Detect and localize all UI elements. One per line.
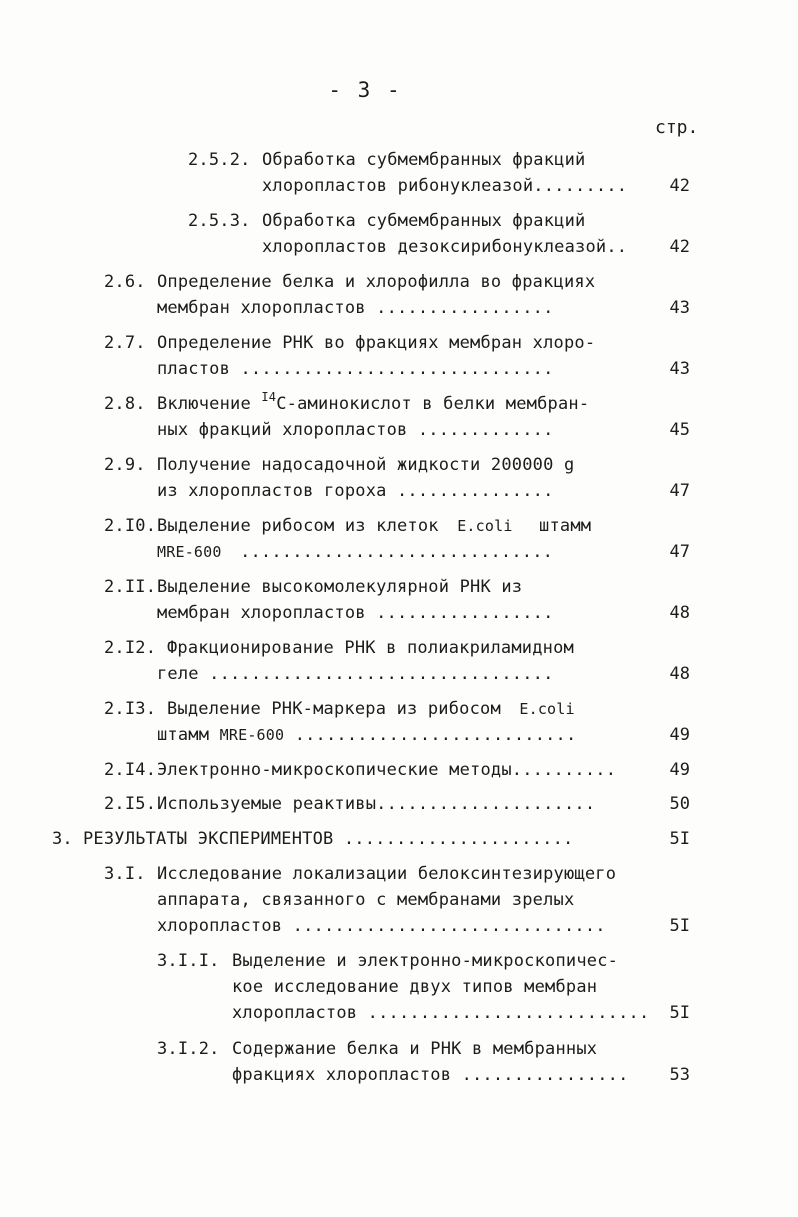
toc-number: 3.I. [104, 864, 146, 884]
toc-page: 42 [669, 237, 690, 257]
toc-title-line: хлоропластов ........................... [232, 1003, 650, 1023]
toc-number: 2.5.2. [188, 150, 251, 170]
toc-title-line: геле ................................. [157, 664, 554, 684]
toc-title-line: хлоропластов рибонуклеазой......... [262, 176, 628, 196]
toc-title-line [157, 725, 576, 745]
toc-title-line: хлоропластов .............................. [157, 916, 606, 936]
species-name: E.coli [519, 700, 575, 718]
toc-title-part: С-аминокислот в белки мембран- [276, 394, 590, 414]
toc-number: 2.I2. [104, 638, 157, 658]
toc-page: 49 [669, 760, 690, 780]
toc-number: 2.II. [104, 577, 157, 597]
toc-page: 48 [669, 603, 690, 623]
toc-title-part: Выделение РНК-маркера из рибосом [167, 699, 501, 719]
pages-column-label: стр. [655, 117, 699, 138]
toc-title-line: хлоропластов дезоксирибонуклеазой.. [262, 237, 628, 257]
toc-title-part: штамм [157, 725, 210, 745]
toc-title-line: Обработка субмембранных фракций [262, 211, 586, 231]
toc-number: 2.7. [104, 333, 146, 353]
toc-number: 2.9. [104, 455, 146, 475]
toc-chapter-title: РЕЗУЛЬТАТЫ ЭКСПЕРИМЕНТОВ ...................... [83, 829, 574, 849]
toc-title-line: Выделение и электронно-микроскопичес- [232, 951, 619, 971]
toc-title-line: ных фракций хлоропластов ............. [157, 420, 554, 440]
toc-page: 48 [669, 664, 690, 684]
toc-title-line: кое исследование двух типов мембран [232, 977, 598, 997]
toc-title-line: Определение белка и хлорофилла во фракциях [157, 272, 596, 292]
species-name: E.coli [457, 517, 513, 535]
toc-title-line: Содержание белка и РНК в мембранных [232, 1039, 598, 1059]
toc-title-line: Фракционирование РНК в полиакриламидном [167, 638, 574, 658]
toc-page: 45 [669, 420, 690, 440]
toc-number: 2.5.3. [188, 211, 251, 231]
toc-title-line: фракциях хлоропластов ................ [232, 1065, 629, 1085]
toc-title-part: Выделение рибосом из клеток [157, 516, 439, 536]
toc-number: 3.I.2. [157, 1039, 220, 1059]
toc-number: 2.I0. [104, 516, 157, 536]
superscript-isotope: I4 [261, 390, 277, 404]
toc-title-line: из хлоропластов гороха ............... [157, 481, 554, 501]
toc-page: 47 [669, 542, 690, 562]
toc-page: 43 [669, 359, 690, 379]
toc-number: 2.I3. [104, 699, 157, 719]
toc-title-line [157, 390, 590, 415]
toc-title-line: Определение РНК во фракциях мембран хлоро- [157, 333, 596, 353]
toc-page: 5I [669, 916, 690, 936]
toc-title-part: штамм [539, 516, 592, 536]
toc-number: 2.6. [104, 272, 146, 292]
toc-leader: .............................. [240, 542, 554, 562]
toc-title-line: мембран хлоропластов ................. [157, 298, 554, 318]
toc-title-line: Получение надосадочной жидкости 200000 g [157, 455, 575, 475]
toc-number: 2.I4. [104, 760, 157, 780]
toc-title-line: Выделение высокомолекулярной РНК из [157, 577, 523, 597]
strain-name: MRE-600 [157, 543, 222, 561]
toc-page: 5I [669, 1003, 690, 1023]
toc-page: 53 [669, 1065, 690, 1085]
toc-page: 42 [669, 176, 690, 196]
toc-page: 5I [669, 829, 690, 849]
toc-number: 3.I.I. [157, 951, 220, 971]
toc-title-line: аппарата, связанного с мембранами зрелых [157, 890, 575, 910]
toc-page: 43 [669, 298, 690, 318]
toc-page: 47 [669, 481, 690, 501]
toc-title-line [157, 542, 553, 562]
toc-title-line: пластов .............................. [157, 359, 554, 379]
toc-number: 2.I5. [104, 794, 157, 814]
toc-title-line: Электронно-микроскопические методы.......... [157, 760, 617, 780]
toc-title-line: мембран хлоропластов ................. [157, 603, 554, 623]
toc-title-line: Исследование локализации белоксинтезирующего [157, 864, 617, 884]
toc-leader: ........................... [294, 725, 577, 745]
toc-page: 50 [669, 794, 690, 814]
toc-title-line: Используемые реактивы..................... [157, 794, 596, 814]
toc-page: 49 [669, 725, 690, 745]
page-number: - 3 - [328, 78, 402, 102]
toc-title-part: Включение [157, 394, 251, 414]
toc-number: 3. [52, 829, 73, 849]
toc-title-line: Обработка субмембранных фракций [262, 150, 586, 170]
toc-number: 2.8. [104, 394, 146, 414]
toc-title-line [167, 699, 575, 719]
strain-name: MRE-600 [219, 726, 285, 744]
toc-title-line [157, 516, 591, 536]
